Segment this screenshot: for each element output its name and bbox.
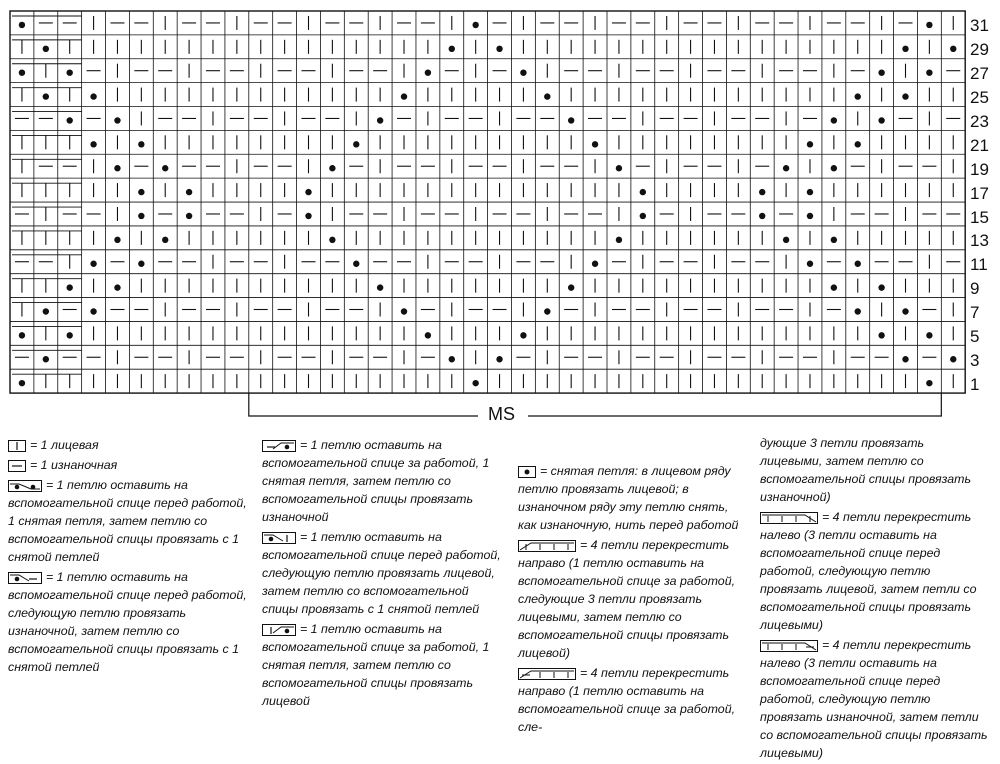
purl-symbol-icon	[8, 460, 26, 472]
row-number: 1	[970, 375, 980, 394]
slipped-stitch-mark	[472, 22, 478, 28]
legend-column-4	[760, 434, 988, 764]
legend-text: = 1 петлю оставить на вспомогательной спице за работой, 1 снятая петля, затем петлю со вспомогательной спицы провязать изнаночной	[262, 438, 490, 524]
legend-item	[760, 434, 988, 506]
slipped-stitch-mark	[807, 189, 813, 195]
slipped-stitch-mark	[401, 308, 407, 314]
slipped-stitch-mark	[19, 70, 25, 76]
legend-text: дующие 3 петли провязать лицевыми, затем петлю со вспомогательной спицы провязать изнаночной)	[760, 436, 972, 504]
slipped-stitch-mark	[783, 165, 789, 171]
slipped-stitch-mark	[162, 237, 168, 243]
slipped-stitch-mark	[902, 46, 908, 52]
legend-item	[8, 476, 248, 566]
cable-right-purl-icon	[518, 668, 576, 680]
slipped-stitch-mark	[19, 380, 25, 386]
slipped-stitch-mark	[329, 237, 335, 243]
row-number: 5	[970, 327, 980, 346]
legend-text: = снятая петля: в лицевом ряду петлю провязать лицевой; в изнаночном ряду эту петлю снять, как изнаночную, нить перед работой	[518, 464, 739, 532]
slipped-stitch-mark	[138, 189, 144, 195]
slipped-stitch-mark	[449, 46, 455, 52]
row-number: 31	[970, 16, 989, 35]
row-number: 19	[970, 160, 989, 179]
legend-text: = 1 петлю оставить на вспомогательной спице перед работой, 1 снятая петля, затем петлю со вспомогательной спицы провязать с 1 снятой петлей	[8, 478, 247, 564]
slipped-stitch-mark	[67, 117, 73, 123]
slipped-stitch-mark	[138, 261, 144, 267]
slipped-stitch-mark	[138, 213, 144, 219]
slipped-stitch-mark	[759, 213, 765, 219]
row-number: 27	[970, 64, 989, 83]
legend-text: = 4 петли перекрестить налево (3 петли оставить на вспомогательной спице перед работой, следующую петлю провязать лицевой, затем петли со вспомогательной спицы провязать лицевыми)	[760, 510, 977, 632]
legend-item	[760, 508, 988, 634]
slipped-stitch-mark	[90, 93, 96, 99]
slipped-stitch-icon	[518, 466, 536, 478]
slipped-stitch-mark	[568, 284, 574, 290]
legend-item	[760, 636, 988, 762]
legend-column-2	[262, 436, 502, 712]
slipped-stitch-mark	[43, 308, 49, 314]
slipped-stitch-mark	[544, 93, 550, 99]
slipped-stitch-mark	[855, 308, 861, 314]
slipped-stitch-mark	[401, 93, 407, 99]
slipped-stitch-mark	[186, 213, 192, 219]
slipped-stitch-mark	[67, 70, 73, 76]
slipped-stitch-mark	[902, 93, 908, 99]
legend-text: = 4 петли перекрестить налево (3 петли оставить на вспомогательной спице перед работой, следующую петлю провязать изнаночной, затем петли со вспомогательной спицы провязать лицевыми)	[760, 638, 988, 760]
cable-right-knit-icon	[518, 540, 576, 552]
slipped-stitch-mark	[305, 189, 311, 195]
slipped-stitch-mark	[305, 213, 311, 219]
row-number: 7	[970, 303, 980, 322]
slipped-stitch-mark	[114, 237, 120, 243]
slipped-stitch-mark	[616, 165, 622, 171]
slipped-stitch-mark	[19, 332, 25, 338]
slipped-stitch-mark	[114, 165, 120, 171]
cross-knit-dot-icon	[262, 624, 296, 636]
slipped-stitch-mark	[926, 70, 932, 76]
slipped-stitch-mark	[472, 380, 478, 386]
slipped-stitch-mark	[783, 237, 789, 243]
slipped-stitch-mark	[640, 213, 646, 219]
slipped-stitch-mark	[592, 261, 598, 267]
slipped-stitch-mark	[43, 93, 49, 99]
legend-item	[262, 528, 502, 618]
slipped-stitch-mark	[926, 22, 932, 28]
row-number: 3	[970, 351, 980, 370]
slipped-stitch-mark	[878, 117, 884, 123]
slipped-stitch-mark	[353, 261, 359, 267]
legend-item	[8, 568, 248, 676]
slipped-stitch-mark	[855, 93, 861, 99]
legend-text: = 1 лицевая	[30, 438, 99, 452]
slipped-stitch-mark	[520, 70, 526, 76]
slipped-stitch-mark	[926, 332, 932, 338]
legend-text: = 1 петлю оставить на вспомогательной спице перед работой, следующую петлю провязать лицевой, затем петлю со вспомогательной спицы провязать с 1 снятой петлей	[262, 530, 501, 616]
legend-text: = 4 петли перекрестить направо (1 петлю оставить на вспомогательной спице за работой, следующие 3 петли провязать лицевыми, затем петлю со вспомогательной спицы провязать лицевой)	[518, 538, 736, 660]
row-number: 9	[970, 279, 980, 298]
row-number: 25	[970, 88, 989, 107]
slipped-stitch-mark	[114, 284, 120, 290]
slipped-stitch-mark	[878, 70, 884, 76]
slipped-stitch-mark	[90, 141, 96, 147]
slipped-stitch-mark	[568, 117, 574, 123]
legend-item	[8, 456, 248, 474]
slipped-stitch-mark	[950, 46, 956, 52]
cross-dot-knit-icon	[262, 532, 296, 544]
slipped-stitch-mark	[186, 189, 192, 195]
row-number: 15	[970, 208, 989, 227]
slipped-stitch-mark	[831, 237, 837, 243]
legend-item	[518, 536, 742, 662]
slipped-stitch-mark	[138, 141, 144, 147]
slipped-stitch-mark	[616, 237, 622, 243]
slipped-stitch-mark	[926, 380, 932, 386]
slipped-stitch-mark	[114, 117, 120, 123]
slipped-stitch-mark	[377, 117, 383, 123]
slipped-stitch-mark	[759, 189, 765, 195]
row-number: 17	[970, 184, 989, 203]
slipped-stitch-mark	[496, 356, 502, 362]
row-number: 13	[970, 231, 989, 250]
knit-symbol-icon	[8, 440, 26, 452]
legend-item	[262, 620, 502, 710]
slipped-stitch-mark	[43, 46, 49, 52]
row-number: 21	[970, 136, 989, 155]
slipped-stitch-mark	[807, 213, 813, 219]
legend-text: = 4 петли перекрестить направо (1 петлю оставить на вспомогательной спице за работой, сле-	[518, 666, 736, 734]
legend-item	[518, 664, 742, 736]
slipped-stitch-mark	[878, 284, 884, 290]
row-number: 23	[970, 112, 989, 131]
slipped-stitch-mark	[90, 308, 96, 314]
cross-purl-dot-icon	[262, 440, 296, 452]
cross-dot-purl-icon	[8, 572, 42, 584]
slipped-stitch-mark	[544, 308, 550, 314]
slipped-stitch-mark	[90, 261, 96, 267]
slipped-stitch-mark	[520, 332, 526, 338]
slipped-stitch-mark	[377, 284, 383, 290]
legend-text: = 1 петлю оставить на вспомогательной спице перед работой, следующую петлю провязать изнаночной, затем петлю со вспомогательной спицы провязать с 1 снятой петлей	[8, 570, 247, 674]
slipped-stitch-mark	[496, 46, 502, 52]
slipped-stitch-mark	[353, 141, 359, 147]
slipped-stitch-mark	[855, 141, 861, 147]
slipped-stitch-mark	[878, 332, 884, 338]
slipped-stitch-mark	[807, 141, 813, 147]
repeat-bracket	[249, 393, 942, 416]
slipped-stitch-mark	[640, 189, 646, 195]
row-number: 29	[970, 40, 989, 59]
slipped-stitch-mark	[855, 261, 861, 267]
slipped-stitch-mark	[831, 165, 837, 171]
legend-text: = 1 изнаночная	[30, 458, 118, 472]
repeat-label: MS	[488, 404, 515, 424]
slipped-stitch-mark	[807, 261, 813, 267]
slipped-stitch-mark	[162, 165, 168, 171]
legend-text: = 1 петлю оставить на вспомогательной спице за работой, 1 снятая петля, затем петлю со вспомогательной спицы провязать лицевой	[262, 622, 490, 708]
slipped-stitch-mark	[19, 22, 25, 28]
slipped-stitch-mark	[592, 141, 598, 147]
cable-left-purl-icon	[760, 640, 818, 652]
slipped-stitch-mark	[449, 356, 455, 362]
slipped-stitch-mark	[831, 117, 837, 123]
cable-left-knit-icon	[760, 512, 818, 524]
cross-dot-dot-icon	[8, 480, 42, 492]
legend-item	[8, 436, 248, 454]
slipped-stitch-mark	[902, 356, 908, 362]
slipped-stitch-mark	[425, 70, 431, 76]
slipped-stitch-mark	[902, 308, 908, 314]
legend-column-1	[8, 436, 248, 678]
slipped-stitch-mark	[67, 284, 73, 290]
legend-item	[518, 462, 742, 534]
legend-item	[262, 436, 502, 526]
legend-column-3	[518, 462, 742, 738]
slipped-stitch-mark	[425, 332, 431, 338]
slipped-stitch-mark	[831, 284, 837, 290]
slipped-stitch-mark	[67, 332, 73, 338]
slipped-stitch-mark	[950, 356, 956, 362]
slipped-stitch-mark	[43, 356, 49, 362]
slipped-stitch-mark	[329, 165, 335, 171]
row-number: 11	[970, 255, 988, 274]
